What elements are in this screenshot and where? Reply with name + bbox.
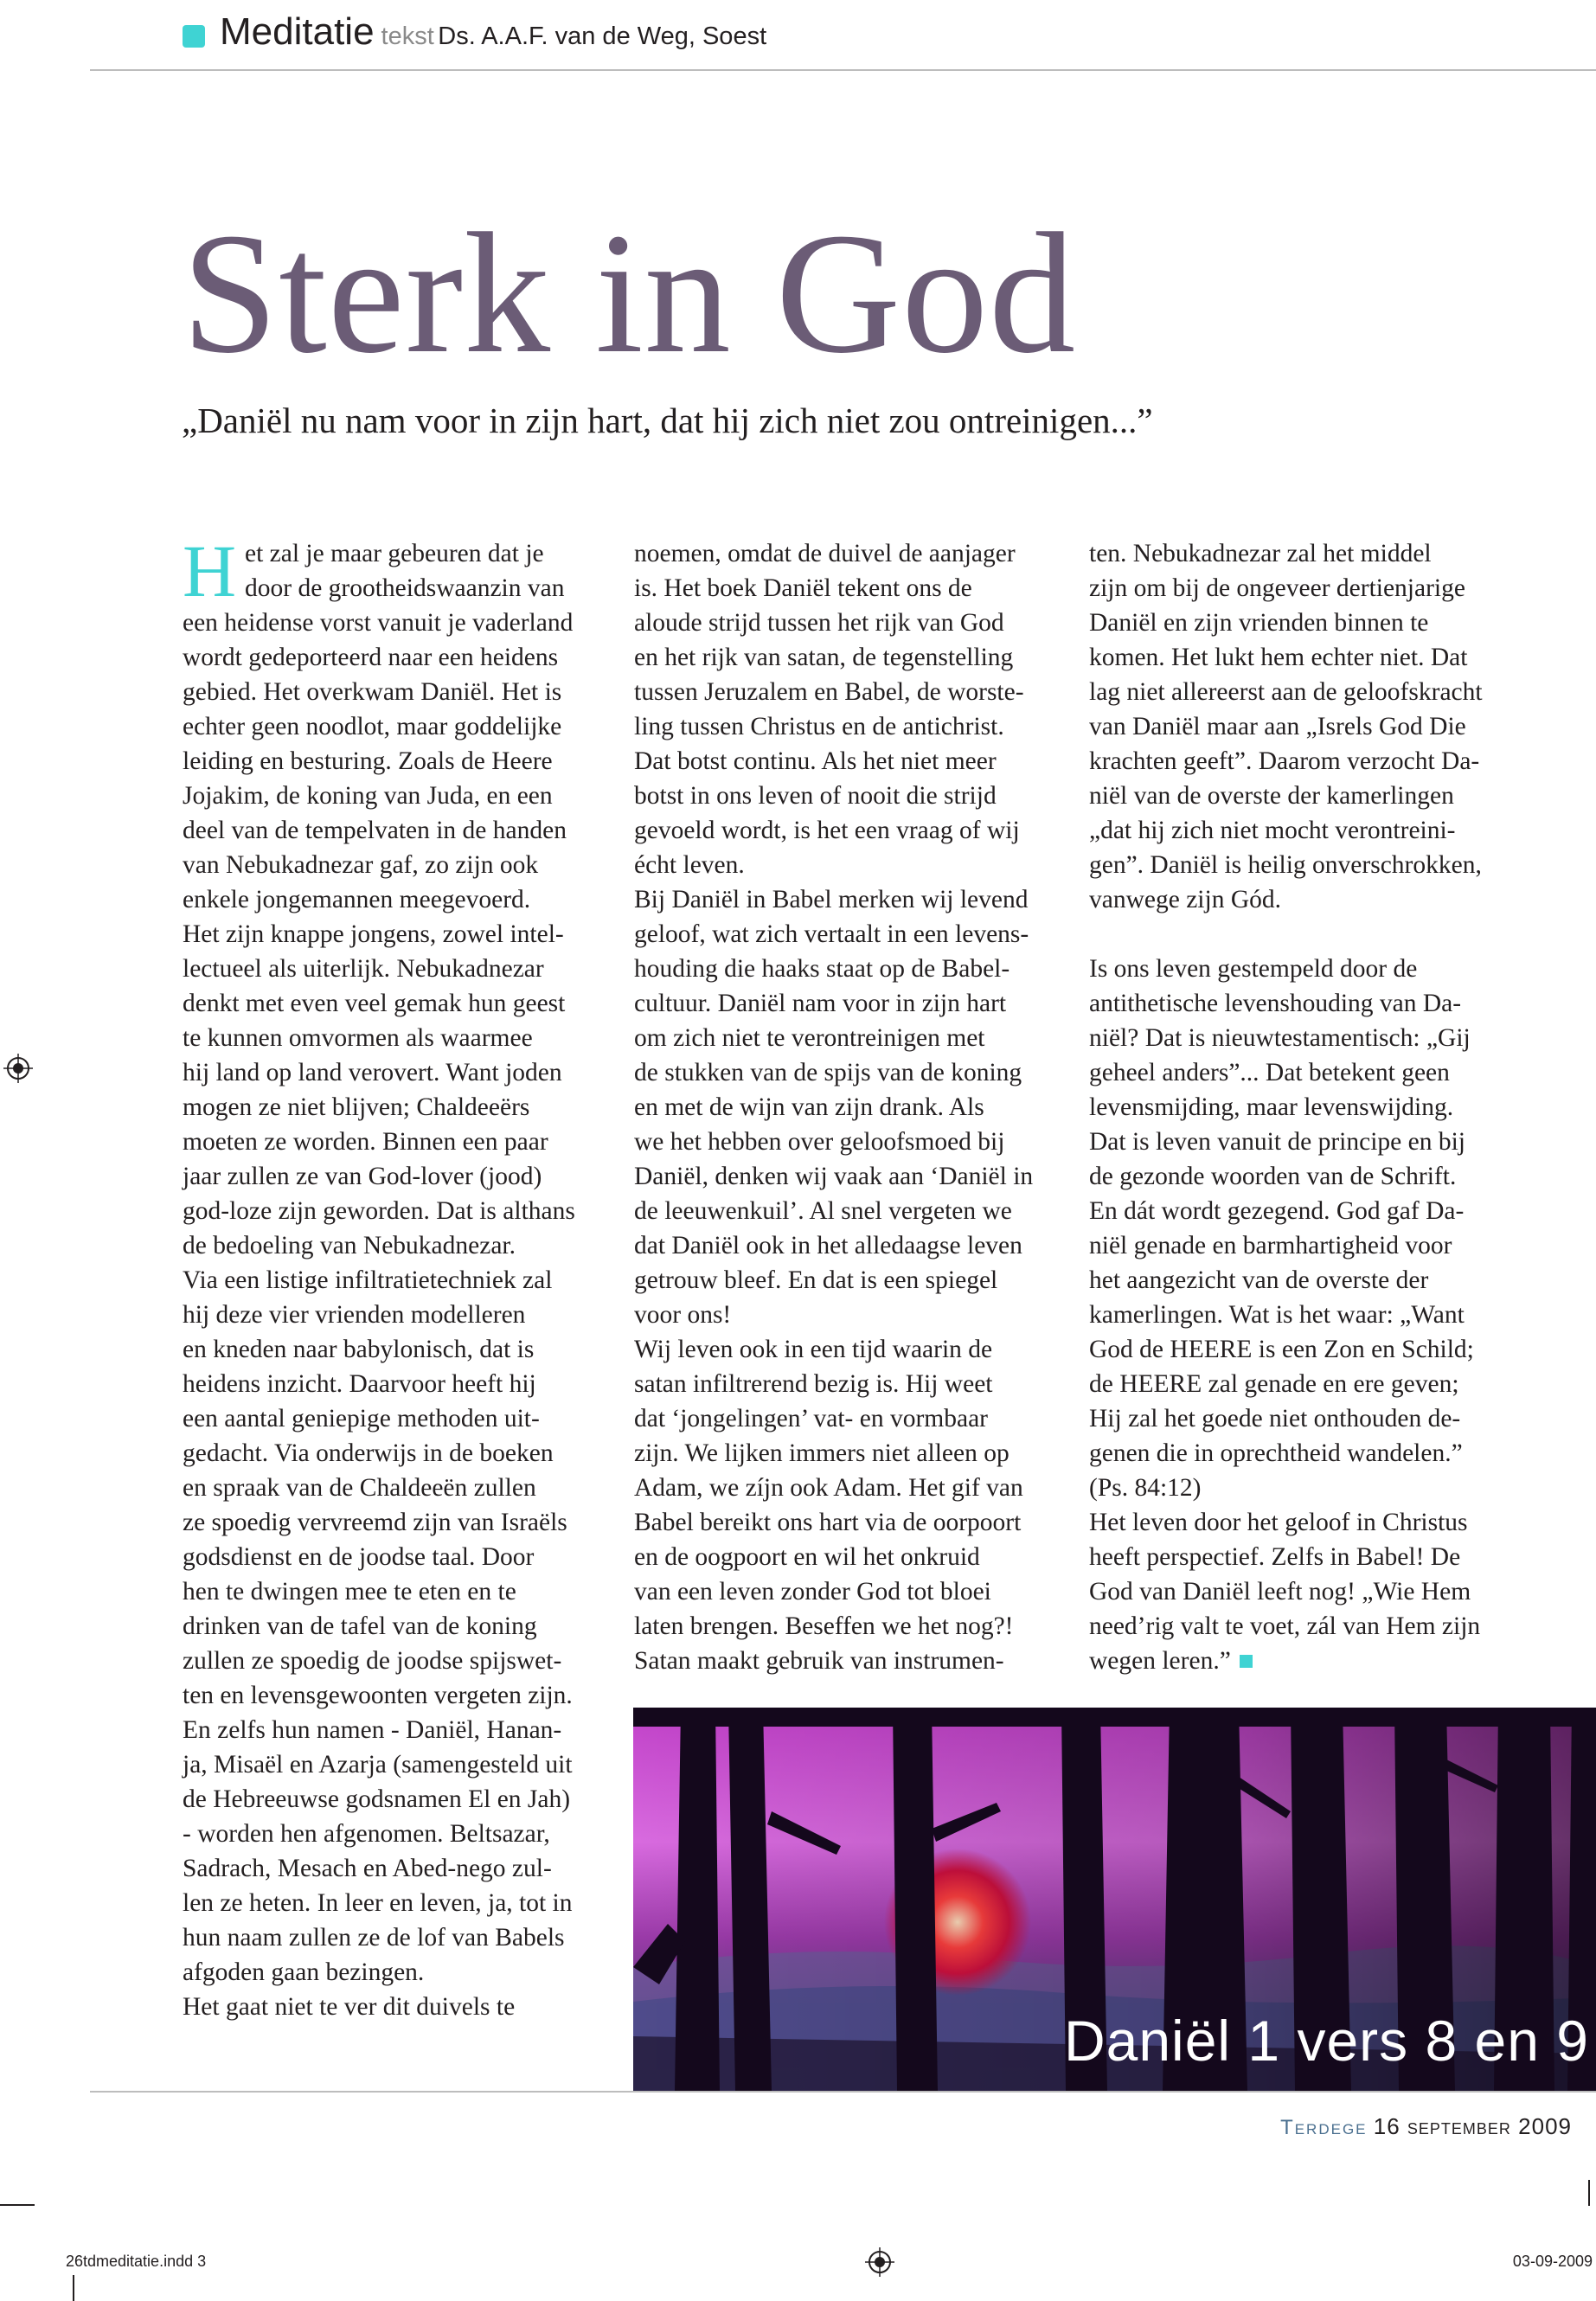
text-line: (Ps. 84:12) (1089, 1474, 1202, 1502)
article-title: Sterk in God (182, 198, 1077, 389)
text-line: de bedoeling van Nebukadnezar. (183, 1232, 516, 1259)
text-line: van Daniël maar aan „Isrels God Die (1089, 713, 1466, 740)
text-line: et zal je maar gebeuren dat je (245, 540, 544, 567)
text-line: laten brengen. Beseffen we het nog?! (634, 1612, 1014, 1640)
text-line: denkt met even veel gemak hun geest (183, 990, 566, 1017)
author-credit: Ds. A.A.F. van de Weg, Soest (438, 22, 767, 50)
text-line: len ze heten. In leer en leven, ja, tot in (183, 1889, 573, 1917)
crop-mark (73, 2275, 74, 2301)
text-line: wordt gedeporteerd naar een heidens (183, 644, 559, 671)
text-line: lectueel als uiterlijk. Nebukadnezar (183, 955, 544, 983)
text-line: getrouw bleef. En dat is een spiegel (634, 1266, 998, 1294)
text-line: niël? Dat is nieuwtestamentisch: „Gij (1089, 1024, 1471, 1052)
text-line: satan infiltrerend bezig is. Hij weet (634, 1370, 993, 1398)
text-line: niël genade en barmhartigheid voor (1089, 1232, 1452, 1259)
text-line: en het rijk van satan, de tegenstelling (634, 644, 1014, 671)
text-line: Dat botst continu. Als het niet meer (634, 747, 997, 775)
text-line: God van Daniël leeft nog! „Wie Hem (1089, 1578, 1471, 1606)
text-line: hun naam zullen ze de lof van Babels (183, 1924, 565, 1952)
text-line: - worden hen afgenomen. Beltsazar, (183, 1820, 550, 1848)
text-line: lag niet allereerst aan de geloofskracht (1089, 678, 1483, 706)
text-line: te kunnen omvormen als waarmee (183, 1024, 533, 1052)
text-line: En zelfs hun namen - Daniël, Hanan- (183, 1716, 562, 1744)
text-line: hij deze vier vrienden modelleren (183, 1301, 526, 1329)
text-line: de leeuwenkuil’. Al snel vergeten we (634, 1197, 1012, 1225)
text-line: ten. Nebukadnezar zal het middel (1089, 540, 1432, 567)
text-line: Het gaat niet te ver dit duivels te (183, 1993, 516, 2021)
text-line: en de oogpoort en wil het onkruid (634, 1543, 980, 1571)
registration-mark-icon (3, 1054, 33, 1083)
tekst-label: tekst (381, 22, 434, 50)
text-line: Jojakim, de koning van Juda, en een (183, 782, 553, 810)
issue-date: 16 september 2009 (1373, 2113, 1572, 2139)
text-line: en kneden naar babylonisch, dat is (183, 1336, 535, 1363)
text-line: levensmijding, maar levenswijding. (1089, 1093, 1454, 1121)
text-line: niël van de overste der kamerlingen (1089, 782, 1454, 810)
text-line: gen”. Daniël is heilig onverschrokken, (1089, 851, 1482, 879)
text-line: voor ons! (634, 1301, 732, 1329)
text-line: Het leven door het geloof in Christus (1089, 1509, 1468, 1536)
sunset-forest-photo (633, 1708, 1596, 2091)
text-line: gedacht. Via onderwijs in de boeken (183, 1439, 554, 1467)
text-line: leiding en besturing. Zoals de Heere (183, 747, 553, 775)
text-line: komen. Het lukt hem echter niet. Dat (1089, 644, 1468, 671)
text-line: de HEERE zal genade en ere geven; (1089, 1370, 1459, 1398)
text-line: krachten geeft”. Daarom verzocht Da- (1089, 747, 1480, 775)
text-line: het aangezicht van de overste der (1089, 1266, 1429, 1294)
top-divider (90, 69, 1596, 71)
magazine-name: Terdege (1280, 2116, 1368, 2139)
text-line: de stukken van de spijs van de koning (634, 1059, 1022, 1086)
text-line: heeft perspectief. Zelfs in Babel! De (1089, 1543, 1461, 1571)
text-line: zijn. We lijken immers niet alleen op (634, 1439, 1010, 1467)
text-line: moeten ze worden. Binnen een paar (183, 1128, 548, 1156)
paragraph-gap (1089, 917, 1539, 952)
text-line: Dat is leven vanuit de principe en bij (1089, 1128, 1465, 1156)
text-line: Hij zal het goede niet onthouden de- (1089, 1405, 1461, 1433)
text-line: botst in ons leven of nooit die strijd (634, 782, 997, 810)
text-line: om zich niet te verontreinigen met (634, 1024, 985, 1052)
text-line: gebied. Het overkwam Daniël. Het is (183, 678, 562, 706)
text-line: antithetische levenshouding van Da- (1089, 990, 1462, 1017)
text-line: zijn om bij de ongeveer dertienjarige (1089, 574, 1465, 602)
text-line: dat ‘jongelingen’ vat- en vormbaar (634, 1405, 989, 1433)
text-line: jaar zullen ze van God-lover (jood) (183, 1163, 542, 1190)
text-line: aloude strijd tussen het rijk van God (634, 609, 1004, 637)
text-line: hij land op land verovert. Want joden (183, 1059, 562, 1086)
closing-text: wegen leren.” (1089, 1647, 1231, 1675)
text-line: hen te dwingen mee te eten en te (183, 1578, 516, 1606)
text-line: Het zijn knappe jongens, zowel intel- (183, 920, 564, 948)
text-line: ten en levensgewoonten vergeten zijn. (183, 1682, 573, 1709)
text-line: houding die haaks staat op de Babel- (634, 955, 1010, 983)
text-line: zullen ze spoedig de joodse spijswet- (183, 1647, 562, 1675)
text-line: mogen ze niet blijven; Chaldeeërs (183, 1093, 530, 1121)
text-line: Adam, we zíjn ook Adam. Het gif van (634, 1474, 1023, 1502)
bottom-divider (90, 2091, 1596, 2093)
text-line: door de grootheidswaanzin van (245, 574, 565, 602)
text-line: kamerlingen. Wat is het waar: „Want (1089, 1301, 1465, 1329)
text-line: god-loze zijn geworden. Dat is althans (183, 1197, 575, 1225)
text-line: vanwege zijn Gód. (1089, 886, 1281, 913)
section-label: Meditatie (220, 10, 375, 53)
text-column-2 (634, 536, 1058, 1678)
text-line: ja, Misaël en Azarja (samengesteld uit (183, 1751, 573, 1779)
text-line: dat Daniël ook in het alledaagse leven (634, 1232, 1022, 1259)
text-line: ze spoedig vervreemd zijn van Israëls (183, 1509, 567, 1536)
slug-filename: 26tdmeditatie.indd 3 (66, 2253, 207, 2270)
text-line: Wij leven ook in een tijd waarin de (634, 1336, 993, 1363)
text-line: Babel bereikt ons hart via de oorpoort (634, 1509, 1022, 1536)
text-line: Satan maakt gebruik van instrumen- (634, 1647, 1004, 1675)
article-subtitle: „Daniël nu nam voor in zijn hart, dat hij zich niet zou ontreinigen...” (182, 401, 1153, 440)
text-line: deel van de tempelvaten in de handen (183, 817, 567, 844)
text-line: afgoden gaan bezingen. (183, 1958, 425, 1986)
text-line: een heidense vorst vanuit je vaderland (183, 609, 574, 637)
text-line: need’rig valt te voet, zál van Hem zijn (1089, 1612, 1481, 1640)
text-line: van Nebukadnezar gaf, zo zijn ook (183, 851, 539, 879)
text-line: En dát wordt gezegend. God gaf Da- (1089, 1197, 1465, 1225)
header (220, 10, 766, 54)
text-line: drinken van de tafel van de koning (183, 1612, 537, 1640)
registration-mark-icon (865, 2247, 894, 2277)
text-line: echter geen noodlot, maar goddelijke (183, 713, 562, 740)
text-line: Via een listige infiltratietechniek zal (183, 1266, 553, 1294)
text-column-3 (1089, 536, 1539, 1678)
text-line: en spraak van de Chaldeeën zullen (183, 1474, 536, 1502)
text-line: geheel anders”... Dat betekent geen (1089, 1059, 1450, 1086)
text-line: ling tussen Christus en de antichrist. (634, 713, 1004, 740)
section-marker-square (183, 25, 205, 48)
text-line: noemen, omdat de duivel de aanjager (634, 540, 1016, 567)
end-mark (1240, 1655, 1253, 1668)
text-line: tussen Jeruzalem en Babel, de worste- (634, 678, 1024, 706)
text-line: Daniël, denken wij vaak aan ‘Daniël in (634, 1163, 1034, 1190)
drop-cap: H (183, 529, 237, 612)
text-line: Is ons leven gestempeld door de (1089, 955, 1418, 983)
text-line: God de HEERE is een Zon en Schild; (1089, 1336, 1474, 1363)
page-folio (1280, 2113, 1572, 2140)
image-caption: Daniël 1 vers 8 en 9 (1063, 2009, 1589, 2073)
text-line: de Hebreeuwse godsnamen El en Jah) (183, 1785, 571, 1813)
text-line: Sadrach, Mesach en Abed-nego zul- (183, 1855, 552, 1882)
crop-mark (1588, 2180, 1590, 2206)
text-line: Bij Daniël in Babel merken wij levend (634, 886, 1029, 913)
text-line: cultuur. Daniël nam voor in zijn hart (634, 990, 1007, 1017)
text-line: Daniël en zijn vrienden binnen te (1089, 609, 1429, 637)
crop-mark (0, 2204, 35, 2206)
text-line: écht leven. (634, 851, 745, 879)
text-line: we het hebben over geloofsmoed bij (634, 1128, 1005, 1156)
text-column-1 (183, 529, 606, 2024)
text-line: van een leven zonder God tot bloei (634, 1578, 991, 1606)
text-line: godsdienst en de joodse taal. Door (183, 1543, 535, 1571)
text-line: genen die in oprechtheid wandelen.” (1089, 1439, 1463, 1467)
text-line: gevoeld wordt, is het een vraag of wij (634, 817, 1020, 844)
text-line: is. Het boek Daniël tekent ons de (634, 574, 972, 602)
text-line-last (1089, 1644, 1539, 1678)
text-line: geloof, wat zich vertaalt in een levens- (634, 920, 1029, 948)
text-line: enkele jongemannen meegevoerd. (183, 886, 531, 913)
text-line: „dat hij zich niet mocht verontreini- (1089, 817, 1456, 844)
text-line: heidens inzicht. Daarvoor heeft hij (183, 1370, 536, 1398)
text-line: en met de wijn van zijn drank. Als (634, 1093, 984, 1121)
slug-date: 03-09-2009 (1512, 2253, 1593, 2270)
text-line: een aantal geniepige methoden uit- (183, 1405, 540, 1433)
text-line: de gezonde woorden van de Schrift. (1089, 1163, 1457, 1190)
